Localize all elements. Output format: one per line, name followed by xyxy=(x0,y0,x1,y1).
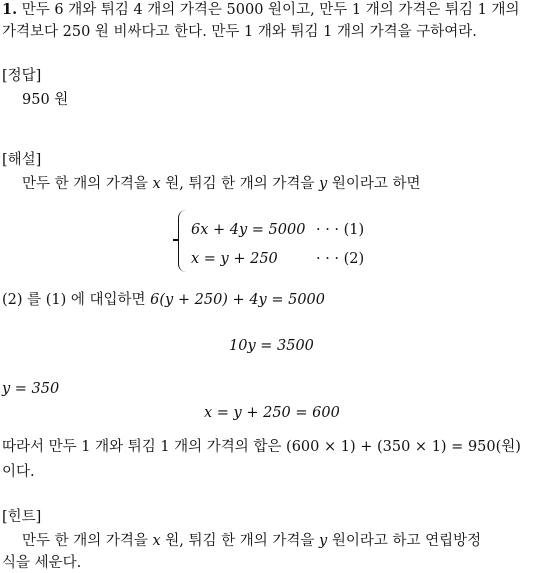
solution-intro-b: 원, 튀김 한 개의 가격을 xyxy=(160,176,320,192)
solution-intro-a: 만두 한 개의 가격을 xyxy=(22,176,153,192)
conclusion-line-1: 따라서 만두 1 개와 튀김 1 개의 가격의 합은 (600 × 1) + (350 × 1) = 950(원) xyxy=(2,439,521,455)
substitution-line xyxy=(2,290,325,310)
solution-var-x: x xyxy=(152,176,161,192)
problem-line-1 xyxy=(2,0,519,20)
hint-heading: [힌트] xyxy=(2,509,42,525)
substitution-text: (2) 를 (1) 에 대입하면 xyxy=(2,292,151,308)
hint-var-x: x xyxy=(152,533,161,549)
hint-text-a: 만두 한 개의 가격을 xyxy=(22,533,153,549)
equation-1: 6x + 4y = 5000 xyxy=(191,222,306,238)
answer-heading: [정답] xyxy=(2,68,42,84)
equation-2-tag: · · · (2) xyxy=(316,251,365,267)
step-equation: 10y = 3500 xyxy=(229,338,314,354)
equation-1-tag: · · · (1) xyxy=(316,222,365,238)
problem-number: 1. xyxy=(2,1,18,18)
solution-heading: [해설] xyxy=(2,152,42,168)
hint-text-c: 원이라고 하고 연립방정 xyxy=(327,533,482,549)
hint-var-y: y xyxy=(319,533,328,549)
problem-line-2: 가격보다 250 원 비싸다고 한다. 만두 1 개와 튀김 1 개의 가격을 구하여라. xyxy=(2,24,477,40)
hint-line-2: 식을 세운다. xyxy=(2,555,82,571)
conclusion-line-2: 이다. xyxy=(2,464,35,480)
substitution-equation: 6(y + 250) + 4y = 5000 xyxy=(150,292,326,308)
solution-intro xyxy=(22,174,420,194)
system-brace xyxy=(178,210,187,272)
hint-line-1 xyxy=(22,531,481,551)
x-result: x = y + 250 = 600 xyxy=(204,405,340,421)
equation-2: x = y + 250 xyxy=(191,251,278,267)
hint-text-b: 원, 튀김 한 개의 가격을 xyxy=(160,533,320,549)
y-result: y = 350 xyxy=(2,381,60,397)
problem-text-1: 만두 6 개와 튀김 4 개의 가격은 5000 원이고, 만두 1 개의 가격은 튀김 1 개의 xyxy=(21,2,520,18)
answer-value: 950 원 xyxy=(22,92,69,108)
solution-var-y: y xyxy=(319,176,328,192)
solution-intro-c: 원이라고 하면 xyxy=(327,176,421,192)
